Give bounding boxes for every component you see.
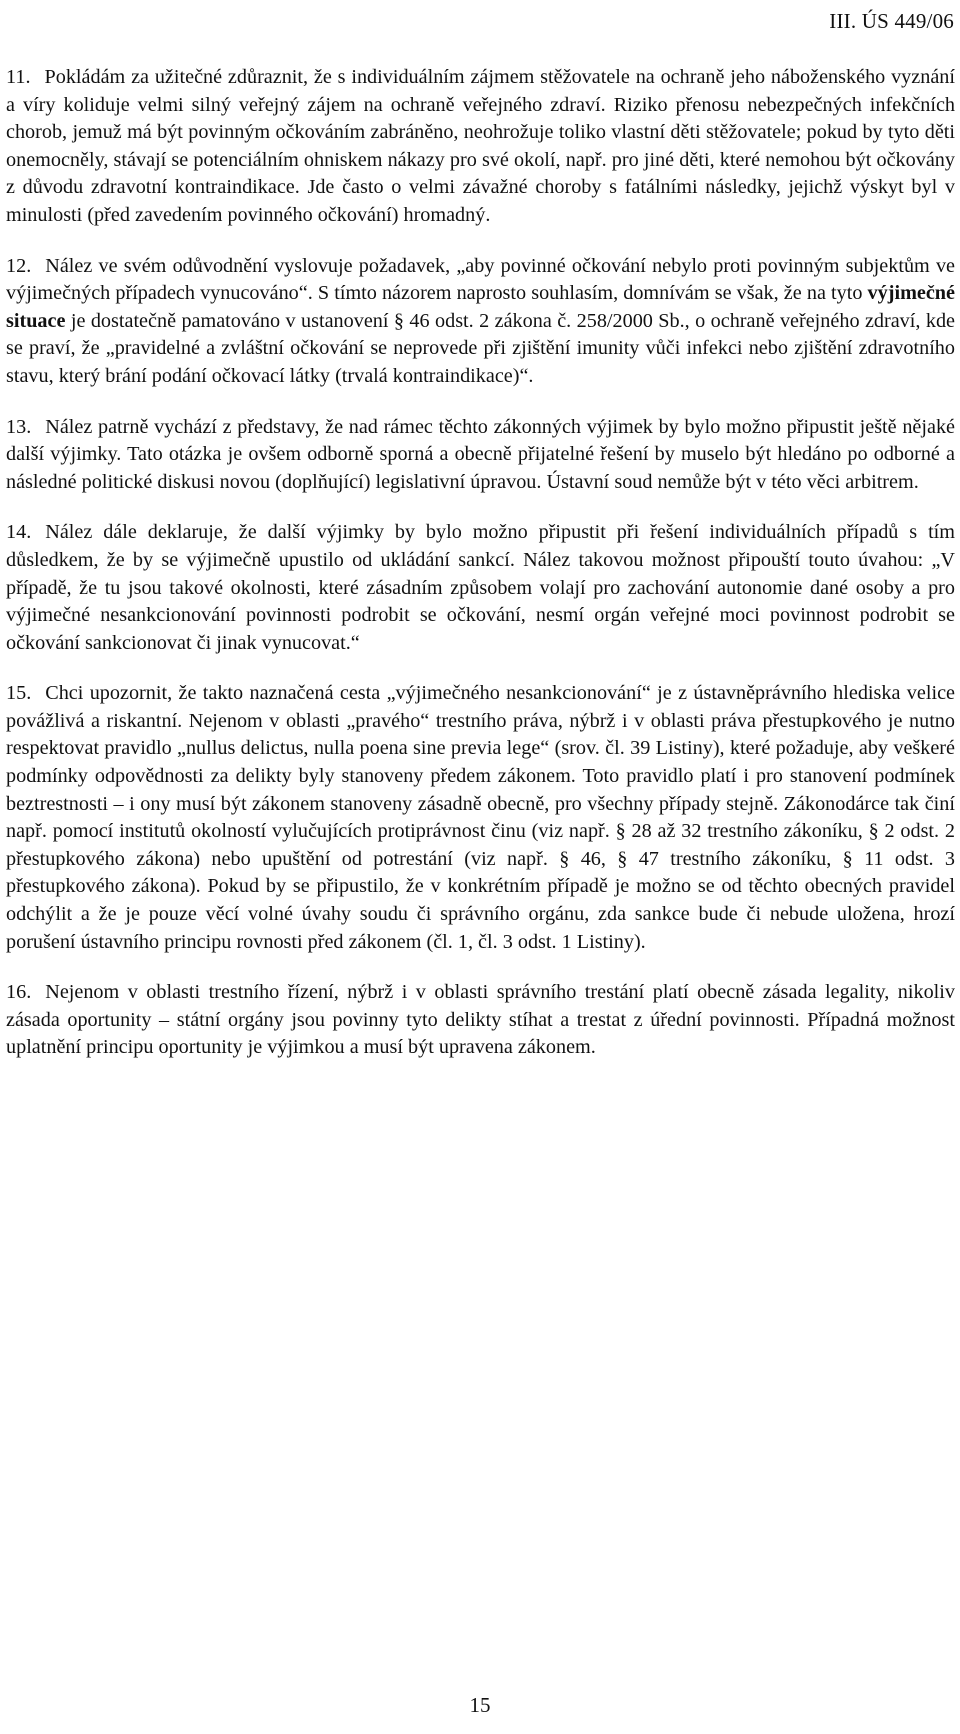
paragraph-text: Nejenom v oblasti trestního řízení, nýbrž i v oblasti správního trestání platí obecně zásada legality, nikoliv zásada oportunity – státní orgány jsou povinny tyto delikty stíhat a trestat z úřední povinnosti. Případná možnost uplatnění principu oportunity je výjimkou a musí být upravena zákonem. bbox=[6, 981, 955, 1059]
paragraph-text: Chci upozornit, že takto naznačená cesta „výjimečného nesankcionování“ je z ústavněprávního hlediska velice povážlivá a riskantní. Nejenom v oblasti „pravého“ trestního práva, nýbrž i v oblasti práva přestupkového je nutno respektovat pravidlo „nullus delictus, nulla poena sine previa lege“ (srov. čl. 39 Listiny), které požaduje, aby veškeré podmínky odpovědnosti za delikty byly stanoveny předem zákonem. Toto pravidlo platí i pro stanovení podmínek beztrestnosti – i ony musí být zákonem stanoveny zásadně obecně, pro všechny případy stejně. Zákonodárce tak činí např. pomocí institutů okolností vylučujících protiprávnost činu (viz např. § 28 až 32 trestního zákoníku, § 2 odst. 2 přestupkového zákona) nebo upuštění od potrestání (viz např. § 46, § 47 trestního zákoníku, § 11 odst. 3 přestupkového zákona). Pokud by se připustilo, že v konkrétním případě je možno se od těchto obecných pravidel odchýlit a že je pouze věcí volné úvahy soudu či správního orgánu, zda sankce bude či nebude uložena, hrozí porušení ústavního principu rovnosti před zákonem (čl. 1, čl. 3 odst. 1 Listiny). bbox=[6, 682, 955, 953]
paragraph-text: je dostatečně pamatováno v ustanovení § 46 odst. 2 zákona č. 258/2000 Sb., o ochraně veřejného zdraví, kde se praví, že „pravidelné a zvláštní očkování se neprovede při zjištění imunity vůči infekci nebo zjištění zdravotního stavu, který brání podání očkovací látky (trvalá kontraindikace)“. bbox=[6, 309, 955, 387]
paragraph-text: Pokládám za užitečné zdůraznit, že s individuálním zájmem stěžovatele na ochraně jeho náboženského vyznání a víry koliduje velmi silný veřejný zájem na ochraně veřejného zdraví. Riziko přenosu nebezpečných infekčních chorob, jemuž má být povinným očkováním zabráněno, neohrožuje toliko vlastní děti stěžovatele; pokud by tyto děti onemocněly, stávají se potenciálním ohniskem nákazy pro své okolí, např. pro jiné děti, které nemohou být očkovány z důvodu zdravotní kontraindikace. Jde často o velmi závažné choroby s fatálními následky, jejichž výskyt byl v minulosti (před zavedením povinného očkování) hromadný. bbox=[6, 66, 955, 226]
document-body bbox=[6, 64, 955, 1085]
paragraph-number: 15. bbox=[6, 682, 32, 705]
paragraph-number: 16. bbox=[6, 981, 32, 1004]
paragraph-text: Nález patrně vychází z představy, že nad rámec těchto zákonných výjimek by bylo možno připustit ještě nějaké další výjimky. Tato otázka je ovšem odborně sporná a obecně přijatelné řešení by muselo být hledáno po odborné a následné politické diskusi novou (doplňující) legislativní úpravou. Ústavní soud nemůže být v této věci arbitrem. bbox=[6, 415, 955, 493]
paragraph-13 bbox=[6, 414, 955, 497]
paragraph-12 bbox=[6, 253, 955, 391]
paragraph-number: 11. bbox=[6, 66, 31, 88]
emphasized-text: výjimečné situace bbox=[6, 282, 955, 332]
case-reference-header: III. ÚS 449/06 bbox=[829, 9, 954, 33]
paragraph-16 bbox=[6, 979, 955, 1062]
paragraph-text: Nález dále deklaruje, že další výjimky by bylo možno připustit při řešení individuálních případů s tím důsledkem, že by se výjimečně upustilo od ukládání sankcí. Nález takovou možnost připouští touto úvahou: „V případě, že tu jsou takové okolnosti, které zásadním způsobem volají pro zachování autonomie dané osoby a pro výjimečné nesankcionování povinnosti podrobit se očkování, nesmí orgán veřejné moci povinnost podrobit se očkování sankcionovat či jinak vynucovat.“ bbox=[6, 521, 955, 654]
paragraph-14 bbox=[6, 519, 955, 657]
paragraph-number: 12. bbox=[6, 254, 32, 277]
paragraph-number: 13. bbox=[6, 415, 32, 438]
paragraph-number: 14. bbox=[6, 521, 32, 544]
page-number: 15 bbox=[469, 1693, 491, 1717]
paragraph-15 bbox=[6, 680, 955, 956]
paragraph-text: Nález ve svém odůvodnění vyslovuje požadavek, „aby povinné očkování nebylo proti povinným subjektům ve výjimečných případech vynucováno“. S tímto názorem naprosto souhlasím, domnívám se však, že na tyto bbox=[6, 254, 955, 305]
paragraph-11 bbox=[6, 64, 955, 230]
